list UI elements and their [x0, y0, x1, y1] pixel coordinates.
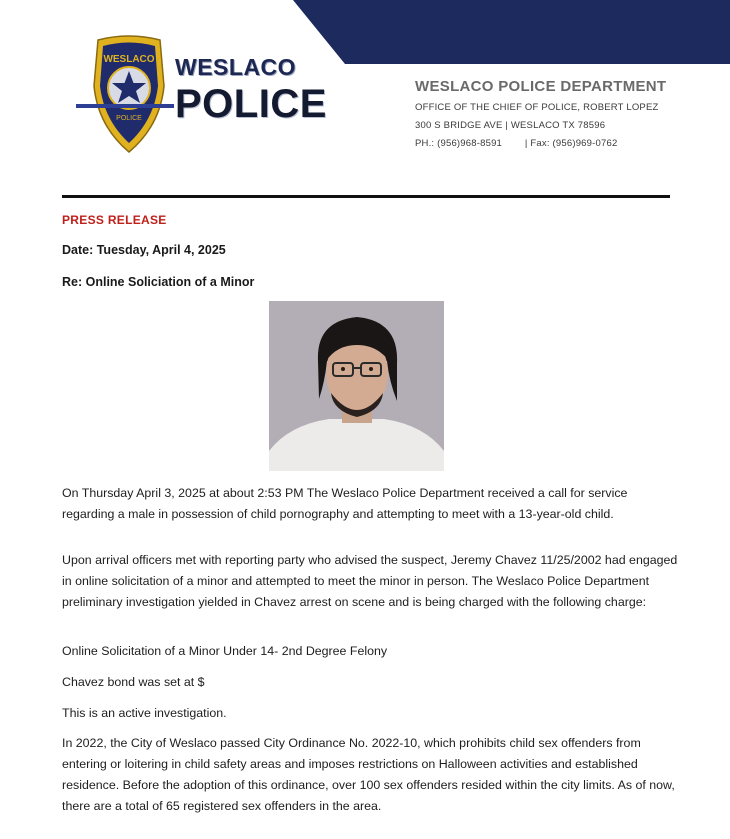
- suspect-photo: [269, 301, 444, 471]
- logo-accent-line: [76, 104, 174, 108]
- letterhead: [415, 78, 666, 156]
- logo-text-police: POLICE: [175, 82, 327, 126]
- address: 300 S BRIDGE AVE | WESLACO TX 78596: [415, 120, 606, 131]
- svg-text:POLICE: POLICE: [116, 115, 142, 122]
- charge-line: Online Solicitation of a Minor Under 14- 2nd Degree Felony: [62, 644, 388, 658]
- paragraph-ordinance: In 2022, the City of Weslaco passed City Ordinance No. 2022-10, which prohibits child sex offenders from entering or loitering in child safety areas and imposes restrictions on Halloween activities and established residence. Before the adoption of this ordinance, over 100 sex offenders resided within the city limits. As of now, there are a total of 65 registered sex offenders in the area.: [62, 736, 675, 813]
- logo-text-weslaco: WESLACO: [175, 54, 297, 80]
- svg-text:WESLACO: WESLACO: [103, 54, 155, 65]
- release-date: Date: Tuesday, April 4, 2025: [62, 243, 226, 257]
- release-subject: Re: Online Soliciation of a Minor: [62, 275, 255, 289]
- department-name: WESLACO POLICE DEPARTMENT: [415, 78, 667, 95]
- press-release-label: PRESS RELEASE: [62, 213, 167, 227]
- police-badge-icon: [86, 34, 172, 156]
- paragraph-arrest: Upon arrival officers met with reporting party who advised the suspect, Jeremy Chavez 11/25/2002 had engaged in online solicitation of a minor and attempted to meet the minor in person. The Weslaco Police Department preliminary investigation yielded in Chavez arrest on scene and is being charged with the following charge:: [62, 553, 678, 609]
- investigation-status: This is an active investigation.: [62, 706, 227, 720]
- fax: | Fax: (956)969-0762: [524, 138, 618, 149]
- police-logo: [76, 34, 327, 159]
- header-divider: [62, 195, 670, 198]
- contact-line: [415, 138, 666, 149]
- bond-line: Chavez bond was set at $: [62, 675, 205, 689]
- chief-office: OFFICE OF THE CHIEF OF POLICE, ROBERT LOPEZ: [415, 102, 659, 113]
- paragraph-incident: On Thursday April 3, 2025 at about 2:53 PM The Weslaco Police Department received a call for service regarding a male in possession of child pornography and attempting to meet with a 13-year-old child.: [62, 486, 628, 521]
- phone: PH.: (956)968-8591: [415, 138, 503, 149]
